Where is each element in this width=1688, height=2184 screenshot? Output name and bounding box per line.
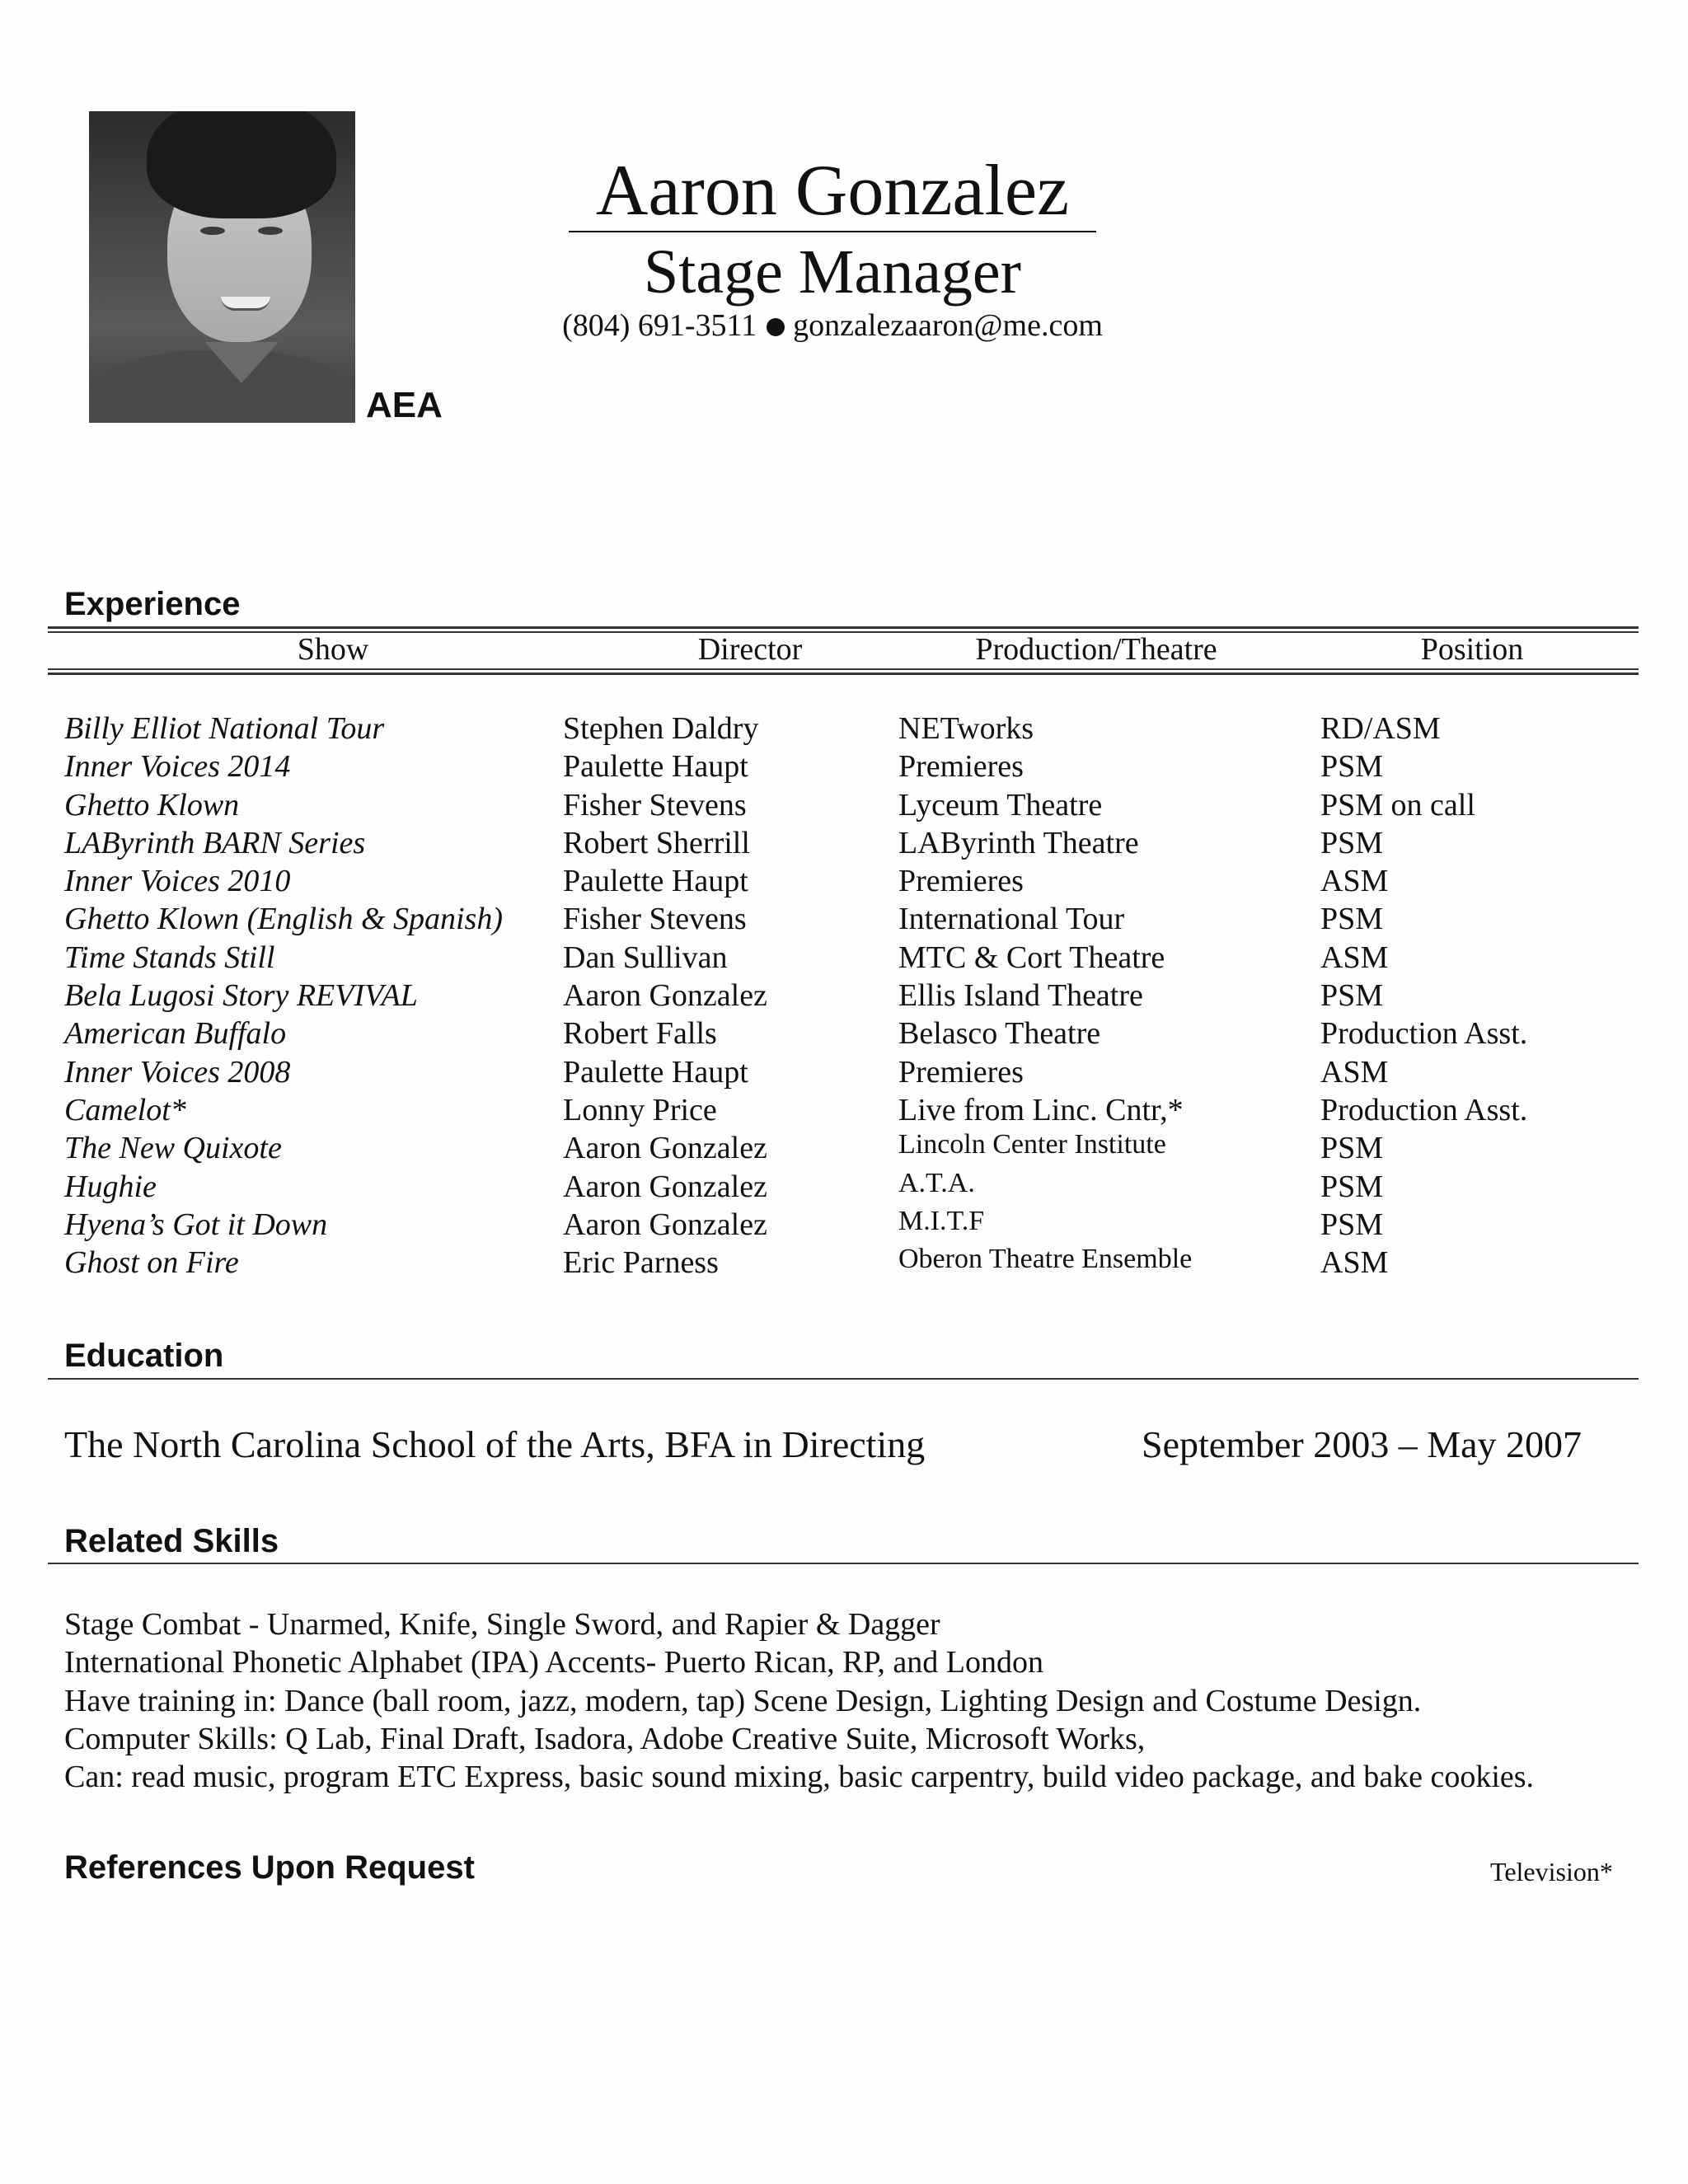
production-name: International Tour [898,902,1125,937]
skill-item: Can: read music, program ETC Express, basic sound mixing, basic carpentry, build video package, and bake cookies. [64,1760,1535,1795]
director-name: Paulette Haupt [563,1054,748,1090]
experience-row [0,1205,1688,1247]
show-title: Inner Voices 2014 [64,749,291,785]
email-address: gonzalezaaron@me.com [793,308,1103,343]
director-name: Fisher Stevens [563,902,747,937]
column-header-position: Position [1420,632,1524,667]
director-name: Aaron Gonzalez [563,1131,767,1166]
skill-item: Have training in: Dance (ball room, jazz, modern, tap) Scene Design, Lighting Design and Costume Design. [64,1683,1422,1718]
production-name: Lincoln Center Institute [898,1129,1166,1160]
show-title: Ghetto Klown (English & Spanish) [64,902,503,937]
experience-row [0,1129,1688,1170]
experience-row [0,751,1688,789]
experience-row [0,827,1688,865]
director-name: Aaron Gonzalez [563,1207,767,1242]
education-school: The North Carolina School of the Arts, BFA in Directing [64,1423,926,1465]
education-dates: September 2003 – May 2007 [1142,1423,1582,1465]
position-name: ASM [1320,864,1389,899]
director-name: Aaron Gonzalez [563,1169,767,1204]
show-title: Camelot* [64,1092,186,1127]
experience-row [0,1018,1688,1056]
bullet-dot-icon [767,318,785,336]
position-name: PSM [1320,902,1384,937]
production-name: A.T.A. [898,1167,975,1198]
experience-row [0,865,1688,903]
show-title: Hyena’s Got it Down [64,1207,328,1242]
skill-item: International Phonetic Alphabet (IPA) Accents- Puerto Rican, RP, and London [64,1645,1044,1680]
position-name: PSM [1320,749,1384,785]
skill-item: Stage Combat - Unarmed, Knife, Single Sword, and Rapier & Dagger [64,1607,940,1642]
experience-row [0,1094,1688,1132]
show-title: American Buffalo [64,1016,287,1052]
director-name: Dan Sullivan [563,940,728,975]
production-name: NETworks [898,711,1034,746]
director-name: Robert Falls [563,1016,717,1052]
production-name: LAByrinth Theatre [898,825,1139,860]
director-name: Eric Parness [563,1245,719,1281]
experience-row [0,1244,1688,1285]
experience-header-rule [48,668,1639,670]
production-name: MTC & Cort Theatre [898,940,1165,975]
show-title: Ghost on Fire [64,1245,239,1281]
production-name: Live from Linc. Cntr,* [898,1092,1184,1127]
show-title: Hughie [64,1169,157,1204]
column-header-show: Show [297,632,369,667]
production-name: Oberon Theatre Ensemble [898,1244,1193,1275]
position-name: Production Asst. [1320,1016,1528,1052]
experience-header-rule-inner [48,673,1639,675]
position-name: RD/ASM [1320,711,1441,746]
position-name: PSM [1320,978,1384,1014]
experience-row [0,942,1688,980]
show-title: Inner Voices 2010 [64,864,291,899]
column-header-production: Production/Theatre [975,632,1217,667]
position-name: PSM [1320,825,1384,860]
column-header-director: Director [697,632,803,667]
director-name: Aaron Gonzalez [563,978,767,1014]
television-note: Television* [1490,1857,1613,1886]
production-name: Lyceum Theatre [898,787,1103,823]
position-name: ASM [1320,940,1389,975]
experience-row [0,713,1688,751]
education-heading: Education [64,1338,224,1374]
experience-list [0,713,1688,1285]
experience-top-rule-inner [48,631,1639,633]
position-name: ASM [1320,1054,1389,1090]
position-name: PSM on call [1320,787,1475,823]
director-name: Stephen Daldry [563,711,759,746]
director-name: Paulette Haupt [563,749,748,785]
position-name: Production Asst. [1320,1092,1528,1127]
person-name: Aaron Gonzalez [569,155,1096,232]
references-heading: References Upon Request [64,1849,475,1886]
director-name: Fisher Stevens [563,787,747,823]
experience-heading: Experience [64,586,241,622]
show-title: Inner Voices 2008 [64,1054,291,1090]
education-rule [48,1378,1639,1380]
show-title: LAByrinth BARN Series [64,825,366,860]
production-name: Premieres [898,749,1024,785]
experience-row [0,1054,1688,1094]
experience-row [0,1167,1688,1209]
job-title: Stage Manager [644,237,1021,307]
skills-rule [48,1563,1639,1564]
production-name: Ellis Island Theatre [898,978,1143,1014]
show-title: Billy Elliot National Tour [64,711,385,746]
production-name: Premieres [898,1054,1024,1090]
position-name: ASM [1320,1245,1389,1281]
skills-heading: Related Skills [64,1523,279,1559]
position-name: PSM [1320,1169,1384,1204]
position-name: PSM [1320,1207,1384,1242]
show-title: Bela Lugosi Story REVIVAL [64,978,418,1014]
production-name: Belasco Theatre [898,1016,1101,1052]
director-name: Robert Sherrill [563,825,750,860]
experience-row [0,980,1688,1018]
experience-row [0,903,1688,941]
contact-line [495,310,1170,341]
director-name: Paulette Haupt [563,864,748,899]
skills-list [64,1605,1647,1796]
show-title: The New Quixote [64,1131,282,1166]
experience-top-rule [48,626,1639,629]
director-name: Lonny Price [563,1092,717,1127]
position-name: PSM [1320,1131,1384,1166]
experience-row [0,787,1688,827]
headshot-photo [89,111,355,423]
production-name: Premieres [898,864,1024,899]
phone-number: (804) 691-3511 [562,308,757,343]
show-title: Ghetto Klown [64,787,240,823]
show-title: Time Stands Still [64,940,275,975]
production-name: M.I.T.F [898,1205,985,1236]
union-label: AEA [366,385,443,425]
skill-item: Computer Skills: Q Lab, Final Draft, Isadora, Adobe Creative Suite, Microsoft Works, [64,1721,1146,1756]
